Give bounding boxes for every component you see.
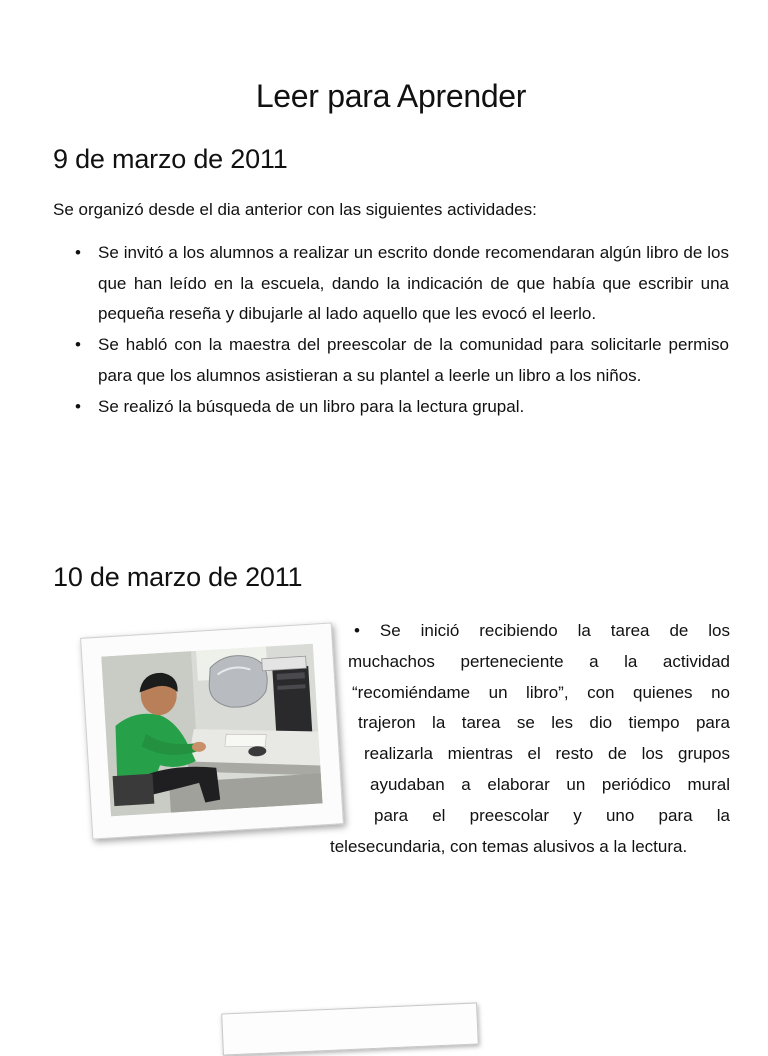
photo-frame [80, 622, 344, 839]
paragraph-line: trajeron la tarea se les dio tiempo para [358, 713, 730, 733]
paragraph-line: telesecundaria, con temas alusivos a la lectura. [330, 836, 688, 856]
section-intro: Se organizó desde el dia anterior con las siguientes actividades: [53, 200, 537, 219]
list-item: • Se realizó la búsqueda de un libro para la lectura grupal. [53, 392, 729, 423]
march-10-paragraph [330, 616, 730, 862]
section-date-march-9: 9 de marzo de 2011 [53, 144, 288, 174]
paragraph-line: realizarla mientras el resto de los grupos [364, 744, 730, 764]
student-writing-photo [101, 644, 322, 817]
section-date-march-10: 10 de marzo de 2011 [53, 562, 303, 592]
photo-frame-partial [221, 1002, 479, 1055]
list-item: • Se habló con la maestra del preescolar de la comunidad para solicitarle permiso para que los alumnos asistieran a su plantel a leerle un libro a los niños. [53, 330, 729, 391]
paragraph-line: para el preescolar y uno para la [374, 805, 730, 825]
paragraph-line: • Se inició recibiendo la tarea de los [354, 621, 730, 640]
paragraph-line: “recomiéndame un libro”, con quienes no [352, 682, 730, 702]
paragraph-line: ayudaban a elaborar un periódico mural [370, 774, 730, 794]
page-title: Leer para Aprender [255, 78, 527, 114]
paragraph-line: muchachos perteneciente a la actividad [348, 651, 730, 671]
list-item: • Se invitó a los alumnos a realizar un escrito donde recomendaran algún libro de los que han leído en la escuela, dando la indicación de que había que escribir una pequeña reseña y dibujarle al lado aquello que les evocó el leerlo. [53, 238, 729, 330]
activity-list [53, 238, 729, 422]
